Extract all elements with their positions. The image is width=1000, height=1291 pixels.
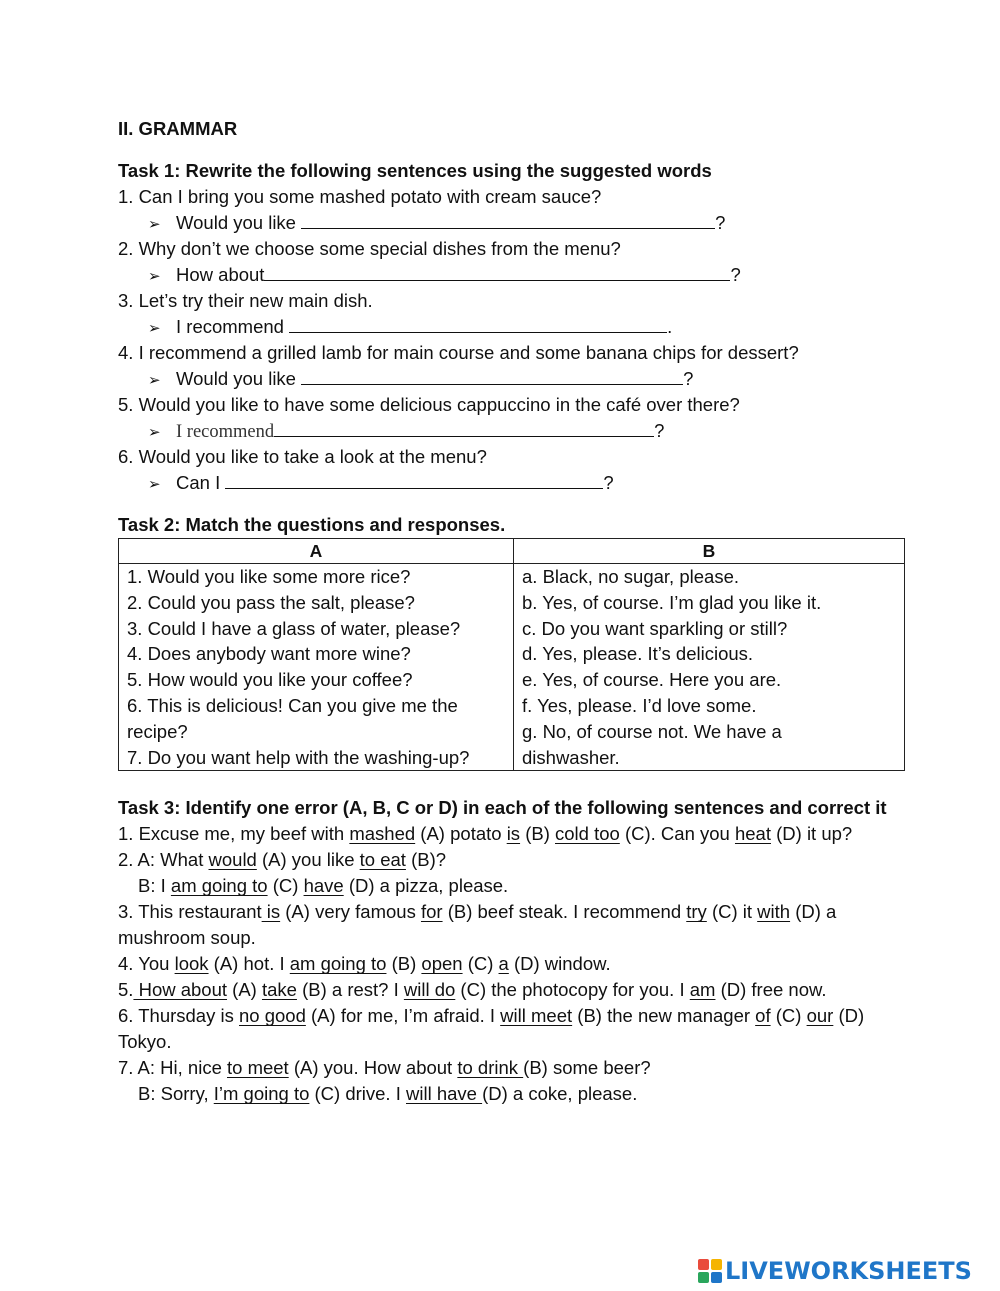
answer-blank-6[interactable] (225, 470, 603, 489)
task1-sentence-4: 4. I recommend a grilled lamb for main course and some banana chips for dessert? (118, 342, 799, 363)
task3-sentence-2 (118, 847, 908, 899)
task3-sentence-4 (118, 951, 908, 977)
task3-sentence-7 (118, 1055, 908, 1107)
task1-answer-line-1 (118, 210, 908, 236)
arrow-bullet-icon: ➢ (148, 424, 161, 441)
arrow-bullet-icon: ➢ (148, 372, 161, 389)
answer-blank-4[interactable] (301, 366, 683, 385)
answer-end: ? (730, 264, 741, 285)
answer-prompt: How about (176, 264, 265, 285)
text: 7. A: Hi, nice (118, 1057, 227, 1079)
text: 6. Thursday is (118, 1005, 239, 1027)
question-item: 4. Does anybody want more wine? (127, 643, 411, 665)
response-item: dishwasher. (522, 746, 620, 768)
response-item: b. Yes, of course. I’m glad you like it. (522, 591, 822, 613)
text: (D) a mushroom soup. (118, 901, 837, 949)
option-d[interactable]: have (303, 875, 344, 897)
logo-icon (698, 1259, 722, 1283)
logo-square (711, 1272, 722, 1283)
arrow-bullet-icon: ➢ (148, 476, 161, 493)
text: 1. Excuse me, my beef with (118, 823, 350, 845)
task3-sentence-3 (118, 899, 908, 951)
task1-answer-line-4 (118, 366, 908, 392)
arrow-bullet-icon: ➢ (148, 320, 161, 337)
text: B: I (138, 875, 171, 897)
match-table (118, 538, 905, 771)
answer-blank-5[interactable] (274, 418, 654, 437)
option-a[interactable]: look (174, 953, 209, 975)
answer-prompt: I recommend (176, 422, 275, 442)
questions-cell (119, 564, 514, 771)
text: (B) (520, 823, 556, 845)
option-c[interactable]: will do (403, 979, 456, 1001)
response-item: f. Yes, please. I’d love some. (522, 694, 757, 716)
text: (C) it (706, 901, 758, 923)
text: (A) hot. I (208, 953, 290, 975)
task1-answer-line-3 (118, 314, 908, 340)
question-item: 7. Do you want help with the washing-up? (127, 746, 470, 768)
answer-prompt: I recommend (176, 316, 290, 337)
answer-prompt: Would you like (176, 212, 302, 233)
option-a[interactable]: mashed (349, 823, 416, 845)
option-a[interactable]: no good (239, 1005, 306, 1027)
arrow-bullet-icon: ➢ (148, 268, 161, 285)
text: (B) (386, 953, 422, 975)
text: (C) (770, 1005, 807, 1027)
text: (B) a rest? I (296, 979, 404, 1001)
option-d[interactable]: heat (734, 823, 771, 845)
option-b[interactable]: to eat (359, 849, 406, 871)
task1-title: Task 1: Rewrite the following sentences using the suggested words (118, 160, 712, 181)
text: (A) you. How about (288, 1057, 458, 1079)
text: 3. This restaurant (118, 901, 262, 923)
option-b[interactable]: is (506, 823, 521, 845)
response-item: c. Do you want sparkling or still? (522, 617, 788, 639)
response-item: g. No, of course not. We have a (522, 720, 782, 742)
text: (C) the photocopy for you. I (455, 979, 690, 1001)
text: (D) window. (508, 953, 611, 975)
option-b[interactable]: take (261, 979, 297, 1001)
question-item: recipe? (127, 720, 188, 742)
question-item: 3. Could I have a glass of water, please? (127, 617, 461, 639)
task1-sentence-6: 6. Would you like to take a look at the menu? (118, 446, 487, 467)
response-item: d. Yes, please. It’s delicious. (522, 643, 754, 665)
task1-sentence-5: 5. Would you like to have some delicious cappuccino in the café over there? (118, 394, 740, 415)
option-b[interactable]: am going to (289, 953, 387, 975)
question-item: 6. This is delicious! Can you give me the (127, 694, 458, 716)
task3-sentence-5 (118, 977, 908, 1003)
text: (D) free now. (715, 979, 827, 1001)
text: (C) drive. I (309, 1083, 406, 1105)
text: 5. (118, 979, 134, 1001)
text: (B) beef steak. I recommend (442, 901, 687, 923)
text: (A) (227, 979, 262, 1001)
option-d[interactable]: will have (406, 1083, 483, 1105)
task1-answer-line-6 (118, 470, 908, 496)
task1-answer-line-2 (118, 262, 908, 288)
question-item: 5. How would you like your coffee? (127, 669, 413, 691)
responses-cell (514, 564, 905, 771)
option-b[interactable]: to drink (457, 1057, 524, 1079)
text: (B) some beer? (523, 1057, 651, 1079)
option-c[interactable]: am going to (170, 875, 268, 897)
answer-blank-2[interactable] (264, 262, 730, 281)
arrow-bullet-icon: ➢ (148, 216, 161, 233)
option-d[interactable]: our (806, 1005, 834, 1027)
text: (D) a coke, please. (482, 1083, 638, 1105)
response-item: e. Yes, of course. Here you are. (522, 669, 782, 691)
text: 2. A: What (118, 849, 209, 871)
option-c[interactable]: cold too (555, 823, 620, 845)
option-d[interactable]: a (498, 953, 509, 975)
text: (D) a pizza, please. (343, 875, 509, 897)
text: B: Sorry, (138, 1083, 214, 1105)
liveworksheets-logo (698, 1256, 972, 1286)
section-title: II. GRAMMAR (118, 118, 238, 139)
task2-title: Task 2: Match the questions and responses. (118, 514, 506, 535)
logo-text: LIVEWORKSHEETS (725, 1257, 972, 1285)
option-a[interactable]: is (261, 901, 281, 923)
answer-end: ? (715, 212, 726, 233)
task1-sentence-3: 3. Let’s try their new main dish. (118, 290, 373, 311)
task3-sentence-1 (118, 821, 908, 847)
answer-end: ? (654, 420, 665, 441)
option-a[interactable]: How about (133, 979, 228, 1001)
answer-prompt: Would you like (176, 368, 302, 389)
answer-end: . (667, 316, 673, 337)
text: 4. You (118, 953, 175, 975)
text: (C) (267, 875, 304, 897)
logo-square (711, 1259, 722, 1270)
option-c[interactable]: try (686, 901, 707, 923)
text: (B)? (405, 849, 447, 871)
text: (C). Can you (619, 823, 735, 845)
option-c[interactable]: I’m going to (213, 1083, 310, 1105)
text: (A) for me, I’m afraid. I (305, 1005, 501, 1027)
column-header-b: B (514, 539, 905, 564)
question-item: 1. Would you like some more rice? (127, 566, 411, 587)
answer-end: ? (603, 472, 614, 493)
column-header-a: A (119, 539, 514, 564)
question-item: 2. Could you pass the salt, please? (127, 591, 415, 613)
option-c[interactable]: open (421, 953, 463, 975)
option-b[interactable]: for (420, 901, 443, 923)
text: (A) you like (256, 849, 360, 871)
task3-title: Task 3: Identify one error (A, B, C or D) in each of the following sentences and correct it (118, 797, 887, 819)
option-a[interactable]: would (208, 849, 257, 871)
answer-blank-3[interactable] (289, 314, 667, 333)
answer-prompt: Can I (176, 472, 226, 493)
task3-sentence-6 (118, 1003, 908, 1055)
option-c[interactable]: of (755, 1005, 771, 1027)
answer-end: ? (683, 368, 694, 389)
text: (D) Tokyo. (118, 1005, 865, 1053)
worksheet-page (118, 116, 908, 1107)
text: (D) it up? (770, 823, 853, 845)
task1-answer-line-5 (118, 418, 908, 444)
option-d[interactable]: with (757, 901, 791, 923)
option-b[interactable]: will meet (500, 1005, 573, 1027)
task1-sentence-1: 1. Can I bring you some mashed potato with cream sauce? (118, 186, 602, 207)
logo-square (698, 1272, 709, 1283)
task1-sentence-2: 2. Why don’t we choose some special dishes from the menu? (118, 238, 621, 259)
option-a[interactable]: to meet (227, 1057, 289, 1079)
text: (A) potato (415, 823, 507, 845)
option-d[interactable]: am (689, 979, 716, 1001)
answer-blank-1[interactable] (301, 210, 715, 229)
text: (B) the new manager (572, 1005, 756, 1027)
response-item: a. Black, no sugar, please. (522, 566, 739, 587)
logo-square (698, 1259, 709, 1270)
text: (C) (462, 953, 499, 975)
text: (A) very famous (280, 901, 421, 923)
